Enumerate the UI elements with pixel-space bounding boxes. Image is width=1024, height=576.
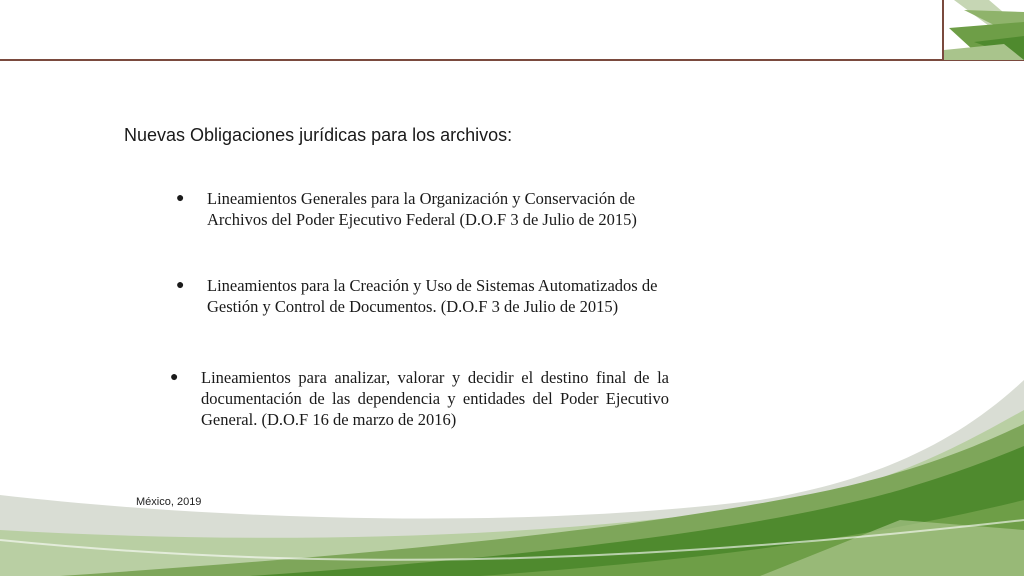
bullet-icon: ● <box>176 278 185 293</box>
header-rule-right <box>942 60 1024 61</box>
page-heading: Nuevas Obligaciones jurídicas para los archivos: <box>124 125 513 145</box>
list-item <box>176 275 696 319</box>
list-item <box>170 367 680 431</box>
bullet-icon: ● <box>170 370 179 385</box>
list-item <box>176 188 696 232</box>
footer-location-year: México, 2019 <box>136 496 202 508</box>
list-item-text: Lineamientos para la Creación y Uso de Sistemas Automatizados de Gestión y Control de Documentos. (D.O.F 3 de Julio de 2015) <box>207 276 658 316</box>
corner-decoration <box>944 0 1024 60</box>
bullet-icon: ● <box>176 191 185 206</box>
list-item-text: Lineamientos para analizar, valorar y decidir el destino final de la documentación de las dependencia y entidades del Poder Ejecutivo General. (D.O.F 16 de marzo de 2016) <box>201 368 669 429</box>
header-rule <box>0 59 942 61</box>
list-item-text: Lineamientos Generales para la Organización y Conservación de Archivos del Poder Ejecutivo Federal (D.O.F 3 de Julio de 2015) <box>207 189 637 229</box>
